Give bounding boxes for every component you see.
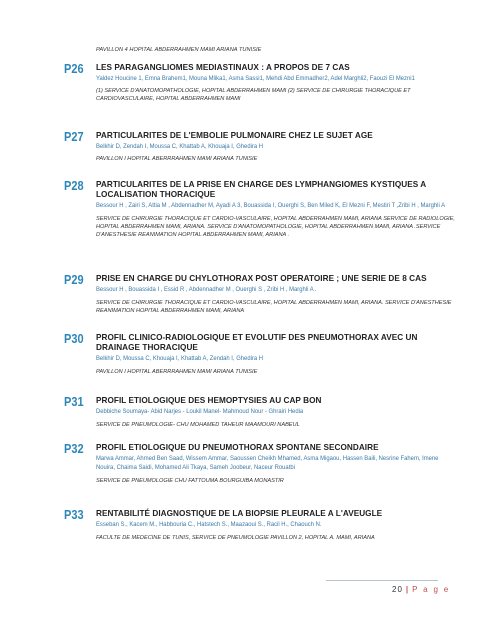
abstract-affiliation: SERVICE DE PNEUMOLOGIE- CHU MOHAMED TAHEUR MAAMOURI NABEUL (96, 422, 300, 429)
abstract-authors: Marwa Ammar, Ahmed Ben Saad, Wissem Ammar, Saoussen Cheikh Mhamed, Asma Migaou, Hassen Baili, Nesrine Fahem, Imene Nouira, Chaima Saidi, Mohamed Ali Tkaya, Sameh Joobeur, Naceur Rouatbi (96, 455, 439, 472)
footer-divider (326, 580, 438, 581)
abstract-title: RENTABILITÉ DIAGNOSTIQUE DE LA BIOPSIE PLEURALE A L'AVEUGLE (96, 509, 383, 518)
abstract-affiliation: PAVILLON I HOPITAL ABERRRAHMEN MAMI ARIANA TUNISIE (96, 369, 258, 376)
page-footer (392, 585, 450, 594)
page-number: 20 (392, 585, 403, 594)
abstract-body (96, 509, 456, 542)
header-affiliation: PAVILLON 4 HOPITAL ABDERRAHMEN MAMI ARIANA TUNISIE (96, 47, 262, 53)
abstract-authors: Belkhir D, Moussa C, Khouaja I, Khattab A, Zendah I, Ghedira H (96, 355, 264, 363)
abstract-title: PROFIL ETIOLOGIQUE DU PNEUMOTHORAX SPONTANE SECONDAIRE (96, 443, 379, 452)
abstract-code: P28 (64, 179, 84, 193)
abstract-affiliation: PAVILLON I HOPITAL ABERRRAHMEN MAMI ARIANA TUNISIE (96, 156, 258, 163)
abstract-title: PARTICULARITES DE LA PRISE EN CHARGE DES LYMPHANGIOMES KYSTIQUES A LOCALISATION THORACIQUE (96, 180, 426, 200)
abstract-title: PARTICULARITES DE L'EMBOLIE PULMONAIRE CHEZ LE SUJET AGE (96, 131, 373, 140)
abstract-code: P30 (64, 332, 84, 346)
abstract-body (96, 180, 456, 239)
abstract-affiliation: (1) SERVICE D'ANATOMOPATHOLOGIE, HOPITAL ABDERRAHMEN MAMI (2) SERVICE DE CHIRURGIE THORACIQUE ET CARDIOVASCULAIRE, HOPITAL ABDERRAHMEN MAMI (96, 88, 411, 103)
footer-separator: | (405, 585, 410, 594)
abstract-authors: Esseban S., Kacem M., Habbouria C., Hatstech S., Maazaoui S., Racil H., Chaouch N. (96, 521, 322, 529)
abstract-code: P33 (64, 508, 84, 522)
abstract-authors: Belkhir D, Zendah I, Moussa C, Khattab A, Khouaja I, Ghedira H (96, 143, 264, 151)
abstract-body (96, 274, 456, 315)
abstract-code: P31 (64, 395, 84, 409)
page-word: P a g e (412, 585, 450, 594)
abstract-authors: Yaldez Houcine 1, Emna Brahem1, Mouna Mlika1, Asma Sassi1, Mehdi Abd Emmadher2, Adel Marghli2, Faouzi El Mezni1 (96, 75, 415, 83)
abstract-title: PRISE EN CHARGE DU CHYLOTHORAX POST OPERATOIRE ; UNE SERIE DE 8 CAS (96, 274, 427, 283)
abstract-title: LES PARAGANGLIOMES MEDIASTINAUX : A PROPOS DE 7 CAS (96, 63, 350, 72)
abstract-affiliation: FACULTE DE MEDECINE DE TUNIS, SERVICE DE PNEUMOLOGIE PAVILLON 2, HOPITAL A. MAMI, ARIANA (96, 535, 375, 542)
abstract-body (96, 443, 456, 485)
abstract-code: P26 (64, 62, 84, 76)
abstract-title: PROFIL ETIOLOGIQUE DES HEMOPTYSIES AU CAP BON (96, 396, 322, 405)
abstract-body (96, 63, 456, 103)
abstract-affiliation: SERVICE DE CHIRURGIE THORACIQUE ET CARDIO-VASCULAIRE, HOPITAL ABDERRAHMEN MAMI, ARIANA SERVICE DE RADIOLOGIE, HOPITAL ABDERRAHMEN MAMI, ARIANA. SERVICE D'ANATOMOPATHOLOGIE, HOPITAL ABDERRAHMEN MAMI, ARIANA .SERVICE D'ANESTHESIE REANIMATION HOPITAL ABDERRAHMEN MAMI, ARIANA . (96, 216, 455, 239)
abstract-affiliation: SERVICE DE CHIRURGIE THORACIQUE ET CARDIO-VASCULAIRE, HOPITAL ABDERRAHMEN MAMI, ARIANA. SERVICE D'ANESTHESIE REANIMATION HOPITAL ABDERRAHMEN MAMI, ARIANA (96, 300, 452, 315)
abstract-body (96, 333, 456, 376)
abstract-body (96, 396, 456, 429)
abstract-affiliation: SERVICE DE PNEUMOLOGIE CHU FATTOUMA BOURGUIBA MONASTIR (96, 478, 284, 485)
abstract-code: P27 (64, 130, 84, 144)
abstract-code: P32 (64, 442, 84, 456)
abstract-authors: Debbiche Soumaya- Abid Narjes - Loukil Manel- Mahmoud Nour - Ghrairi Hedia (96, 408, 304, 416)
abstract-code: P29 (64, 273, 84, 287)
abstract-authors: Bessour H , Bouassida I , Essid R , Abdennadher M , Ouerghi S , Zribi H , Marghli A . (96, 286, 317, 294)
abstract-title: PROFIL CLINICO-RADIOLOGIQUE ET EVOLUTIF DES PNEUMOTHORAX AVEC UN DRAINAGE THORACIQUE (96, 333, 418, 353)
abstract-body (96, 131, 456, 163)
abstract-authors: Bessour H , Zairi S, Attia M , Abdennadher M, Ayadi A 3, Bouassida I, Ouerghi S, Ben Miled K, El Mezni F, Mestiri T ,Zribi H , Marghli A (96, 202, 445, 210)
